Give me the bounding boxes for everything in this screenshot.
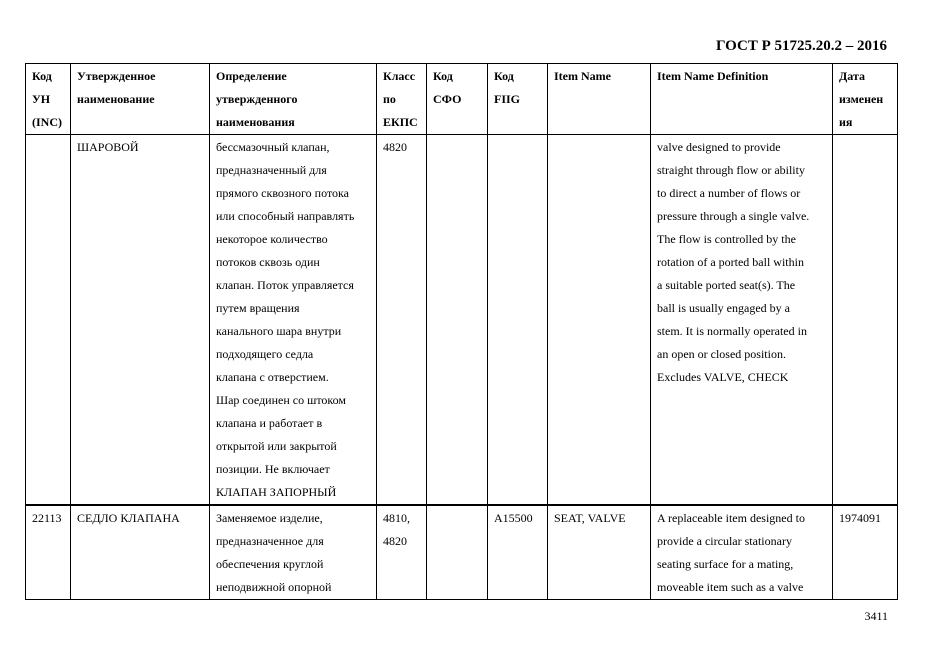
column-header-fiig-code: Код FIIG	[488, 64, 548, 135]
cell-sfo-code	[427, 505, 488, 600]
column-header-item-name: Item Name	[548, 64, 651, 135]
column-header-definition: Определение утвержденного наименования	[210, 64, 377, 135]
cell-definition: бессмазочный клапан, предназначенный для прямого сквозного потока или способный направлять некоторое количество потоков сквозь один клапан. Поток управляется путем вращения канального шара внутри подходящего седла клапана с отверстием. Шар соединен со штоком клапана и работает в открытой или закрытой позиции. Не включает КЛАПАН ЗАПОРНЫЙ	[210, 135, 377, 506]
cell-fiig-code: A15500	[488, 505, 548, 600]
cell-item-name	[548, 135, 651, 506]
cell-sfo-code	[427, 135, 488, 506]
cell-approved-name: ШАРОВОЙ	[71, 135, 210, 506]
classifier-table	[25, 63, 898, 600]
cell-inc	[26, 135, 71, 506]
document-title: ГОСТ Р 51725.20.2 – 2016	[715, 38, 887, 54]
cell-item-name-definition: valve designed to provide straight through flow or ability to direct a number of flows or pressure through a single valve. The flow is controlled by the rotation of a ported ball within a suitable ported seat(s). The ball is usually engaged by a stem. It is normally operated in an open or closed position. Excludes VALVE, CHECK	[651, 135, 833, 506]
column-header-ekps-class: Класс по ЕКПС	[377, 64, 427, 135]
table-header-row	[26, 64, 898, 135]
column-header-item-name-definition: Item Name Definition	[651, 64, 833, 135]
column-header-sfo-code: Код СФО	[427, 64, 488, 135]
cell-item-name: SEAT, VALVE	[548, 505, 651, 600]
cell-definition: Заменяемое изделие, предназначенное для обеспечения круглой неподвижной опорной	[210, 505, 377, 600]
cell-fiig-code	[488, 135, 548, 506]
cell-inc: 22113	[26, 505, 71, 600]
cell-ekps-class: 4810, 4820	[377, 505, 427, 600]
cell-change-date: 1974091	[833, 505, 898, 600]
column-header-approved-name: Утвержденное наименование	[71, 64, 210, 135]
cell-approved-name: СЕДЛО КЛАПАНА	[71, 505, 210, 600]
table-row	[26, 135, 898, 506]
cell-ekps-class: 4820	[377, 135, 427, 506]
cell-item-name-definition: A replaceable item designed to provide a circular stationary seating surface for a mating, moveable item such as a valve	[651, 505, 833, 600]
cell-change-date	[833, 135, 898, 506]
table-row	[26, 505, 898, 600]
page-number: 3411	[864, 609, 888, 623]
column-header-inc: Код УН (INC)	[26, 64, 71, 135]
column-header-change-date: Дата изменен ия	[833, 64, 898, 135]
